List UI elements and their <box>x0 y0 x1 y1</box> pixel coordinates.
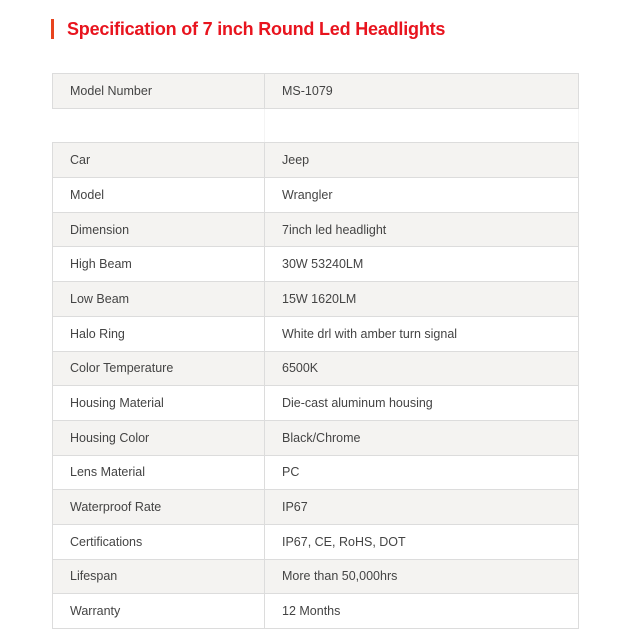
spec-value: Wrangler <box>265 178 579 213</box>
table-row <box>53 282 579 317</box>
spec-label: Color Temperature <box>53 351 265 386</box>
spec-label: Warranty <box>53 594 265 629</box>
table-row <box>53 143 579 178</box>
spec-value <box>265 108 579 143</box>
table-row <box>53 212 579 247</box>
spec-label: Waterproof Rate <box>53 490 265 525</box>
table-row <box>53 455 579 490</box>
spec-label: Housing Color <box>53 420 265 455</box>
page-title: Specification of 7 inch Round Led Headlights <box>67 18 446 39</box>
spec-label: Housing Material <box>53 386 265 421</box>
section-heading <box>51 17 445 41</box>
spec-value: 7inch led headlight <box>265 212 579 247</box>
table-row <box>53 420 579 455</box>
spec-value: Die-cast aluminum housing <box>265 386 579 421</box>
spec-value: MS-1079 <box>265 74 579 109</box>
spec-value: IP67 <box>265 490 579 525</box>
table-row <box>53 316 579 351</box>
heading-accent-bar <box>51 19 54 39</box>
table-row <box>53 524 579 559</box>
spec-label: Lens Material <box>53 455 265 490</box>
table-row <box>53 386 579 421</box>
spec-label: Lifespan <box>53 559 265 594</box>
table-row <box>53 108 579 143</box>
table-row <box>53 351 579 386</box>
spec-label: Certifications <box>53 524 265 559</box>
spec-value: 30W 53240LM <box>265 247 579 282</box>
spec-label: Halo Ring <box>53 316 265 351</box>
spec-value: White drl with amber turn signal <box>265 316 579 351</box>
spec-label <box>53 108 265 143</box>
spec-label: Model <box>53 178 265 213</box>
spec-label: High Beam <box>53 247 265 282</box>
spec-value: PC <box>265 455 579 490</box>
spec-table <box>52 73 579 629</box>
spec-value: 12 Months <box>265 594 579 629</box>
table-row <box>53 594 579 629</box>
spec-value: Black/Chrome <box>265 420 579 455</box>
table-row <box>53 559 579 594</box>
table-row <box>53 178 579 213</box>
spec-value: IP67, CE, RoHS, DOT <box>265 524 579 559</box>
spec-value: 15W 1620LM <box>265 282 579 317</box>
spec-value: Jeep <box>265 143 579 178</box>
spec-label: Dimension <box>53 212 265 247</box>
spec-value: 6500K <box>265 351 579 386</box>
table-row <box>53 490 579 525</box>
spec-label: Low Beam <box>53 282 265 317</box>
spec-value: More than 50,000hrs <box>265 559 579 594</box>
spec-label: Car <box>53 143 265 178</box>
table-row <box>53 74 579 109</box>
table-row <box>53 247 579 282</box>
spec-label: Model Number <box>53 74 265 109</box>
